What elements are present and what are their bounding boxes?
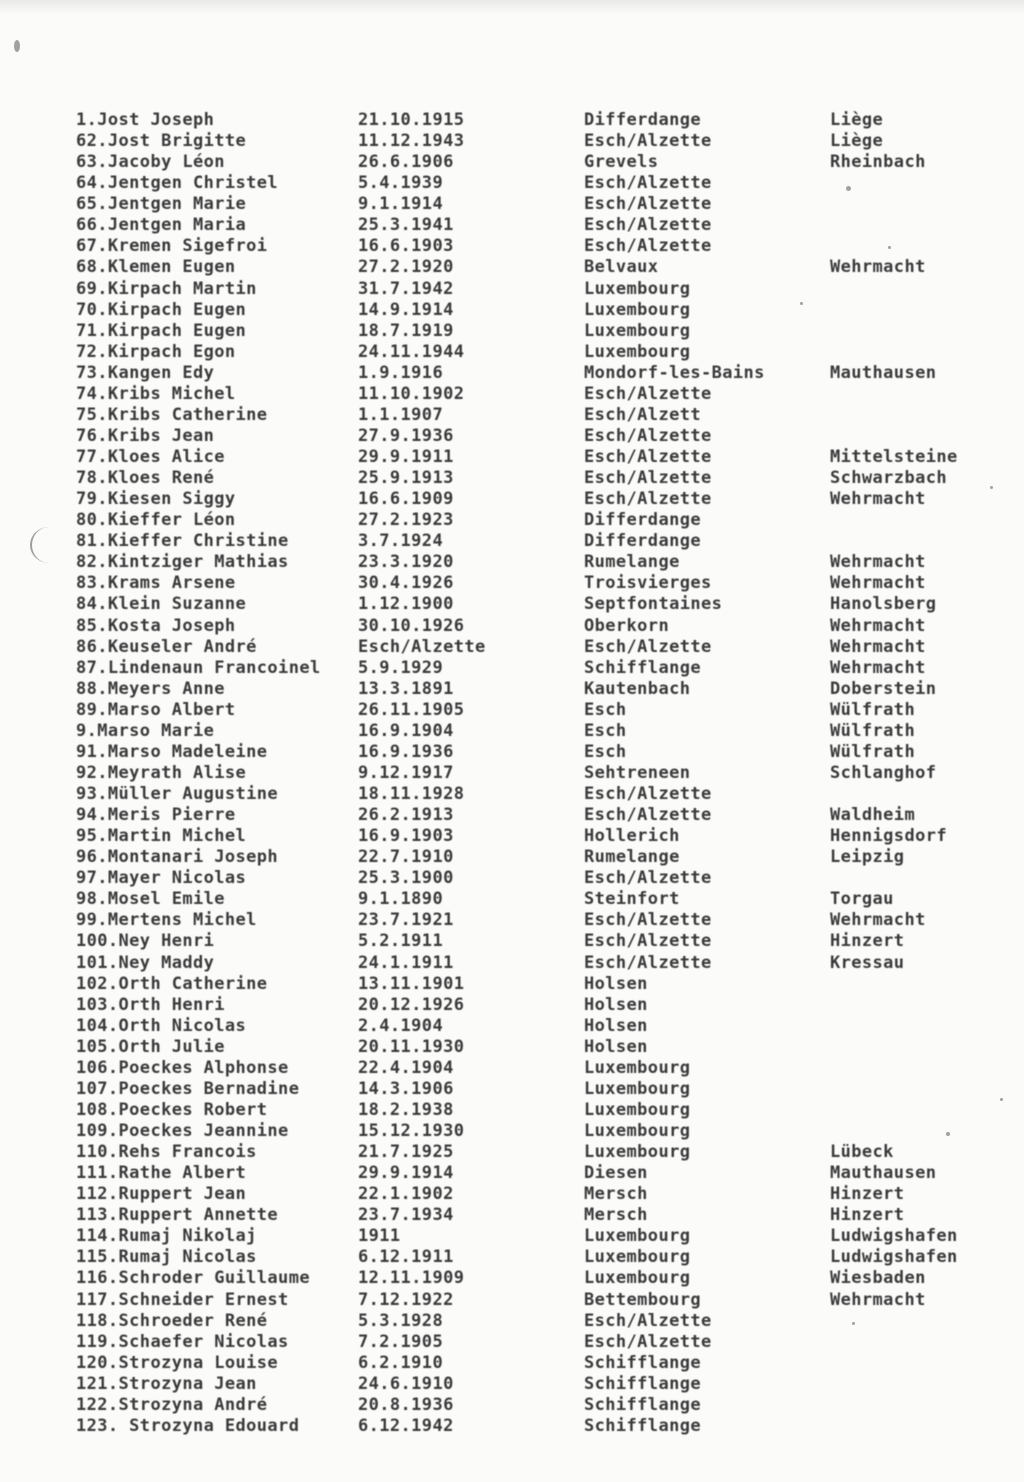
birth-place: Mersch xyxy=(584,1205,648,1226)
person-name: 79.Kiesen Siggy xyxy=(76,489,236,510)
person-name: 62.Jost Brigitte xyxy=(76,131,247,152)
birth-date: 14.3.1906 xyxy=(358,1078,454,1099)
birth-date: 16.9.1903 xyxy=(358,826,454,847)
list-item xyxy=(0,826,1024,847)
birth-date: 26.11.1905 xyxy=(358,699,465,720)
person-name: 116.Schroder Guillaume xyxy=(76,1268,310,1289)
birth-date: 24.6.1910 xyxy=(358,1373,454,1394)
destination: Leipzig xyxy=(830,847,905,868)
destination: Torgau xyxy=(830,889,894,910)
birth-place: Luxembourg xyxy=(584,1268,691,1289)
birth-date: 13.11.1901 xyxy=(358,973,465,994)
birth-date: 23.3.1920 xyxy=(358,552,454,573)
person-name: 63.Jacoby Léon xyxy=(76,152,225,173)
birth-date: 25.3.1941 xyxy=(358,215,454,236)
birth-date: 24.11.1944 xyxy=(358,341,465,362)
destination: Wehrmacht xyxy=(830,615,926,636)
list-item xyxy=(0,616,1024,637)
destination: Rheinbach xyxy=(830,152,926,173)
birth-date: 16.6.1903 xyxy=(358,236,454,257)
list-item xyxy=(0,1079,1024,1100)
birth-place: Esch/Alzette xyxy=(584,636,712,657)
list-item xyxy=(0,742,1024,763)
birth-date: 16.9.1936 xyxy=(358,741,454,762)
birth-place: Esch/Alzette xyxy=(584,131,712,152)
birth-date: 6.12.1911 xyxy=(358,1247,454,1268)
list-item xyxy=(0,131,1024,152)
destination: Kressau xyxy=(830,952,905,973)
birth-date: 6.2.1910 xyxy=(358,1352,444,1373)
birth-date: 7.12.1922 xyxy=(358,1289,454,1310)
birth-date: 26.6.1906 xyxy=(358,152,454,173)
birth-place: Esch/Alzette xyxy=(584,383,712,404)
destination: Mauthausen xyxy=(830,1163,937,1184)
birth-place: Sehtreneen xyxy=(584,762,691,783)
birth-date: 22.7.1910 xyxy=(358,847,454,868)
person-name: 83.Krams Arsene xyxy=(76,573,236,594)
destination: Wehrmacht xyxy=(830,657,926,678)
birth-place: Luxembourg xyxy=(584,1121,691,1141)
birth-place: Esch/Alzette xyxy=(584,952,712,973)
destination: Wehrmacht xyxy=(830,636,926,657)
birth-place: Esch xyxy=(584,699,627,720)
birth-place: Holsen xyxy=(584,1036,648,1057)
person-name: 100.Ney Henri xyxy=(76,931,215,952)
birth-date: 29.9.1911 xyxy=(358,447,454,467)
person-name: 91.Marso Madeleine xyxy=(76,741,268,762)
list-item xyxy=(0,1311,1024,1332)
birth-date: 27.9.1936 xyxy=(358,425,454,446)
person-name: 112.Ruppert Jean xyxy=(76,1184,247,1205)
list-item xyxy=(0,953,1024,974)
person-name: 64.Jentgen Christel xyxy=(76,173,279,194)
destination: Hinzert xyxy=(830,1205,905,1226)
list-item xyxy=(0,1142,1024,1163)
person-name: 72.Kirpach Egon xyxy=(76,341,236,362)
person-name: 123. Strozyna Edouard xyxy=(76,1415,300,1436)
person-name: 93.Müller Augustine xyxy=(76,784,279,804)
birth-place: Luxembourg xyxy=(584,278,691,299)
birth-place: Esch/Alzette xyxy=(584,1331,712,1352)
birth-date: 23.7.1921 xyxy=(358,910,454,931)
person-name: 104.Orth Nicolas xyxy=(76,1015,247,1036)
birth-place: Luxembourg xyxy=(584,1226,691,1247)
list-item xyxy=(0,489,1024,510)
list-item xyxy=(0,1395,1024,1416)
list-item xyxy=(0,1332,1024,1353)
birth-place: Esch/Alzette xyxy=(584,447,712,467)
birth-date: 22.4.1904 xyxy=(358,1057,454,1078)
person-name: 106.Poeckes Alphonse xyxy=(76,1057,289,1078)
destination: Mittelsteine xyxy=(830,447,958,467)
birth-place: Schifflange xyxy=(584,1352,701,1373)
person-name: 122.Strozyna André xyxy=(76,1394,268,1415)
birth-date: 27.2.1923 xyxy=(358,510,454,531)
birth-place: Kautenbach xyxy=(584,678,691,699)
birth-date: 1911 xyxy=(358,1226,401,1247)
destination: Lübeck xyxy=(830,1142,894,1163)
birth-date: 1.12.1900 xyxy=(358,594,454,615)
list-item xyxy=(0,468,1024,489)
destination: Wiesbaden xyxy=(830,1268,926,1289)
birth-place: Esch/Alzett xyxy=(584,404,701,425)
list-item xyxy=(0,784,1024,805)
birth-place: Luxembourg xyxy=(584,1247,691,1268)
person-name: 103.Orth Henri xyxy=(76,994,225,1015)
list-item xyxy=(0,194,1024,215)
list-item xyxy=(0,868,1024,889)
destination: Hanolsberg xyxy=(830,594,937,615)
list-item xyxy=(0,1290,1024,1311)
birth-date: 12.11.1909 xyxy=(358,1268,465,1289)
person-name: 65.Jentgen Marie xyxy=(76,194,247,215)
list-item xyxy=(0,1016,1024,1037)
list-item xyxy=(0,1268,1024,1289)
person-name: 110.Rehs Francois xyxy=(76,1142,257,1163)
list-item xyxy=(0,405,1024,426)
person-name: 118.Schroeder René xyxy=(76,1310,268,1331)
birth-date: 9.1.1890 xyxy=(358,889,444,910)
birth-date: 24.1.1911 xyxy=(358,952,454,973)
birth-place: Holsen xyxy=(584,994,648,1015)
birth-place: Hollerich xyxy=(584,826,680,847)
destination: Mauthausen xyxy=(830,362,937,383)
birth-place: Holsen xyxy=(584,1015,648,1036)
birth-date: 16.9.1904 xyxy=(358,720,454,741)
destination: Wehrmacht xyxy=(830,1289,926,1310)
destination: Wehrmacht xyxy=(830,257,926,278)
destination: Hinzert xyxy=(830,1184,905,1205)
list-item xyxy=(0,1374,1024,1395)
birth-place: Schifflange xyxy=(584,1394,701,1415)
person-name: 75.Kribs Catherine xyxy=(76,404,268,425)
person-name: 70.Kirpach Eugen xyxy=(76,299,247,320)
birth-place: Luxembourg xyxy=(584,1078,691,1099)
birth-date: 25.3.1900 xyxy=(358,868,454,889)
birth-place: Luxembourg xyxy=(584,1099,691,1120)
list-item xyxy=(0,1416,1024,1437)
birth-place: Oberkorn xyxy=(584,615,670,636)
destination: Wehrmacht xyxy=(830,552,926,573)
birth-place: Rumelange xyxy=(584,847,680,868)
person-name: 97.Mayer Nicolas xyxy=(76,868,247,889)
person-name: 68.Klemen Eugen xyxy=(76,257,236,278)
birth-date: 13.3.1891 xyxy=(358,678,454,699)
person-name: 87.Lindenaun Francoinel xyxy=(76,657,321,678)
birth-date: 30.4.1926 xyxy=(358,573,454,594)
person-name: 85.Kosta Joseph xyxy=(76,615,236,636)
list-item xyxy=(0,594,1024,615)
birth-place: Esch xyxy=(584,741,627,762)
birth-place: Luxembourg xyxy=(584,320,691,341)
list-item xyxy=(0,847,1024,868)
birth-place: Esch/Alzette xyxy=(584,468,712,489)
birth-date: 1.9.1916 xyxy=(358,362,444,383)
list-item xyxy=(0,1226,1024,1247)
birth-place: Esch/Alzette xyxy=(584,1310,712,1331)
birth-date: 21.10.1915 xyxy=(358,110,465,130)
birth-place: Schifflange xyxy=(584,1373,701,1394)
birth-place: Mondorf-les-Bains xyxy=(584,362,765,383)
list-item xyxy=(0,300,1024,321)
list-item xyxy=(0,974,1024,995)
list-item xyxy=(0,1121,1024,1142)
birth-place: Diesen xyxy=(584,1163,648,1184)
destination: Liège xyxy=(830,110,884,130)
person-name: 74.Kribs Michel xyxy=(76,383,236,404)
birth-place: Mersch xyxy=(584,1184,648,1205)
birth-place: Esch/Alzette xyxy=(584,784,712,804)
destination: Ludwigshafen xyxy=(830,1226,958,1247)
person-name: 96.Montanari Joseph xyxy=(76,847,279,868)
birth-place: Septfontaines xyxy=(584,594,723,615)
deportation-list xyxy=(0,110,1024,1437)
person-name: 67.Kremen Sigefroi xyxy=(76,236,268,257)
list-item xyxy=(0,679,1024,700)
list-item xyxy=(0,152,1024,173)
list-item xyxy=(0,110,1024,131)
person-name: 80.Kieffer Léon xyxy=(76,510,236,531)
destination: Doberstein xyxy=(830,678,937,699)
person-name: 107.Poeckes Bernadine xyxy=(76,1078,300,1099)
destination: Wehrmacht xyxy=(830,910,926,931)
birth-place: Differdange xyxy=(584,531,701,552)
birth-date: 5.4.1939 xyxy=(358,173,444,194)
birth-place: Esch/Alzette xyxy=(584,425,712,446)
person-name: 115.Rumaj Nicolas xyxy=(76,1247,257,1268)
destination: Waldheim xyxy=(830,805,916,826)
birth-place: Esch/Alzette xyxy=(584,931,712,952)
birth-date: 11.10.1902 xyxy=(358,383,465,404)
birth-place: Esch/Alzette xyxy=(584,489,712,510)
birth-date: 7.2.1905 xyxy=(358,1331,444,1352)
person-name: 88.Meyers Anne xyxy=(76,678,225,699)
person-name: 71.Kirpach Eugen xyxy=(76,320,247,341)
list-item xyxy=(0,763,1024,784)
birth-date: 18.2.1938 xyxy=(358,1099,454,1120)
person-name: 84.Klein Suzanne xyxy=(76,594,247,615)
person-name: 66.Jentgen Maria xyxy=(76,215,247,236)
birth-date: 21.7.1925 xyxy=(358,1142,454,1163)
birth-date: 26.2.1913 xyxy=(358,805,454,826)
person-name: 77.Kloes Alice xyxy=(76,447,225,467)
destination: Hinzert xyxy=(830,931,905,952)
birth-date: 15.12.1930 xyxy=(358,1121,465,1141)
birth-place: Esch/Alzette xyxy=(584,194,712,215)
person-name: 119.Schaefer Nicolas xyxy=(76,1331,289,1352)
person-name: 78.Kloes René xyxy=(76,468,215,489)
list-item xyxy=(0,931,1024,952)
person-name: 120.Strozyna Louise xyxy=(76,1352,279,1373)
person-name: 81.Kieffer Christine xyxy=(76,531,289,552)
person-name: 1.Jost Joseph xyxy=(76,110,215,130)
birth-place: Luxembourg xyxy=(584,299,691,320)
destination: Wülfrath xyxy=(830,741,916,762)
birth-date: 9.1.1914 xyxy=(358,194,444,215)
list-item xyxy=(0,215,1024,236)
destination: Ludwigshafen xyxy=(830,1247,958,1268)
birth-date: 29.9.1914 xyxy=(358,1163,454,1184)
birth-date: 20.8.1936 xyxy=(358,1394,454,1415)
destination: Schwarzbach xyxy=(830,468,947,489)
destination: Wehrmacht xyxy=(830,489,926,510)
list-item xyxy=(0,510,1024,531)
destination: Hennigsdorf xyxy=(830,826,947,847)
list-item xyxy=(0,910,1024,931)
birth-date: 20.11.1930 xyxy=(358,1036,465,1057)
birth-date: 27.2.1920 xyxy=(358,257,454,278)
list-item xyxy=(0,805,1024,826)
birth-date: 22.1.1902 xyxy=(358,1184,454,1205)
destination: Wülfrath xyxy=(830,720,916,741)
birth-date: 5.3.1928 xyxy=(358,1310,444,1331)
birth-date: 9.12.1917 xyxy=(358,762,454,783)
person-name: 114.Rumaj Nikolaj xyxy=(76,1226,257,1247)
list-item xyxy=(0,573,1024,594)
scan-edge-shadow xyxy=(0,0,1024,14)
list-item xyxy=(0,426,1024,447)
person-name: 109.Poeckes Jeannine xyxy=(76,1121,289,1141)
birth-date: 2.4.1904 xyxy=(358,1015,444,1036)
person-name: 92.Meyrath Alise xyxy=(76,762,247,783)
birth-date: 25.9.1913 xyxy=(358,468,454,489)
list-item xyxy=(0,531,1024,552)
birth-place: Esch/Alzette xyxy=(584,236,712,257)
person-name: 73.Kangen Edy xyxy=(76,362,215,383)
person-name: 69.Kirpach Martin xyxy=(76,278,257,299)
person-name: 94.Meris Pierre xyxy=(76,805,236,826)
birth-place: Grevels xyxy=(584,152,659,173)
list-item xyxy=(0,1058,1024,1079)
list-item xyxy=(0,700,1024,721)
birth-date: 23.7.1934 xyxy=(358,1205,454,1226)
list-item xyxy=(0,447,1024,468)
birth-place: Esch/Alzette xyxy=(584,805,712,826)
birth-place: Rumelange xyxy=(584,552,680,573)
person-name: 89.Marso Albert xyxy=(76,699,236,720)
list-item xyxy=(0,236,1024,257)
list-item xyxy=(0,721,1024,742)
birth-date: 1.1.1907 xyxy=(358,404,444,425)
list-item xyxy=(0,1184,1024,1205)
person-name: 101.Ney Maddy xyxy=(76,952,215,973)
birth-place: Belvaux xyxy=(584,257,659,278)
birth-place: Luxembourg xyxy=(584,1057,691,1078)
birth-date: 18.11.1928 xyxy=(358,784,465,804)
list-item xyxy=(0,384,1024,405)
birth-place: Schifflange xyxy=(584,657,701,678)
list-item xyxy=(0,1037,1024,1058)
person-name: 82.Kintziger Mathias xyxy=(76,552,289,573)
list-item xyxy=(0,1163,1024,1184)
birth-place: Esch/Alzette xyxy=(584,215,712,236)
scan-speckle xyxy=(14,40,20,52)
birth-date: 16.6.1909 xyxy=(358,489,454,510)
birth-place: Luxembourg xyxy=(584,341,691,362)
destination: Schlanghof xyxy=(830,762,937,783)
list-item xyxy=(0,658,1024,679)
person-name: 105.Orth Julie xyxy=(76,1036,225,1057)
person-name: 111.Rathe Albert xyxy=(76,1163,247,1184)
person-name: 86.Keuseler André xyxy=(76,636,257,657)
list-item xyxy=(0,1100,1024,1121)
birth-date: 30.10.1926 xyxy=(358,615,465,636)
person-name: 98.Mosel Emile xyxy=(76,889,225,910)
birth-place: Troisvierges xyxy=(584,573,712,594)
list-item xyxy=(0,363,1024,384)
destination: Wülfrath xyxy=(830,699,916,720)
list-item xyxy=(0,637,1024,658)
person-name: 108.Poeckes Robert xyxy=(76,1099,268,1120)
list-item xyxy=(0,889,1024,910)
list-item xyxy=(0,342,1024,363)
birth-place: Holsen xyxy=(584,973,648,994)
birth-date: 6.12.1942 xyxy=(358,1415,454,1436)
list-item xyxy=(0,279,1024,300)
list-item xyxy=(0,257,1024,278)
birth-place: Esch/Alzette xyxy=(584,173,712,194)
birth-date: 31.7.1942 xyxy=(358,278,454,299)
list-item xyxy=(0,173,1024,194)
birth-place: Differdange xyxy=(584,110,701,130)
birth-date: 5.2.1911 xyxy=(358,931,444,952)
birth-place: Esch xyxy=(584,720,627,741)
list-item xyxy=(0,995,1024,1016)
person-name: 102.Orth Catherine xyxy=(76,973,268,994)
person-name: 9.Marso Marie xyxy=(76,720,215,741)
birth-place: Steinfort xyxy=(584,889,680,910)
destination: Liège xyxy=(830,131,884,152)
birth-date: 3.7.1924 xyxy=(358,531,444,552)
birth-date: 5.9.1929 xyxy=(358,657,444,678)
person-name: 99.Mertens Michel xyxy=(76,910,257,931)
birth-place: Schifflange xyxy=(584,1415,701,1436)
birth-place: Differdange xyxy=(584,510,701,531)
person-name: 95.Martin Michel xyxy=(76,826,247,847)
person-name: 117.Schneider Ernest xyxy=(76,1289,289,1310)
list-item xyxy=(0,1247,1024,1268)
birth-date: 18.7.1919 xyxy=(358,320,454,341)
birth-date: 11.12.1943 xyxy=(358,131,465,152)
birth-place: Esch/Alzette xyxy=(584,868,712,889)
birth-place: Bettembourg xyxy=(584,1289,701,1310)
list-item xyxy=(0,321,1024,342)
birth-date: 14.9.1914 xyxy=(358,299,454,320)
birth-place: Luxembourg xyxy=(584,1142,691,1163)
list-item xyxy=(0,1353,1024,1374)
person-name: 113.Ruppert Annette xyxy=(76,1205,279,1226)
destination: Wehrmacht xyxy=(830,573,926,594)
list-item xyxy=(0,552,1024,573)
list-item xyxy=(0,1205,1024,1226)
person-name: 121.Strozyna Jean xyxy=(76,1373,257,1394)
birth-date: Esch/Alzette xyxy=(358,636,486,657)
birth-place: Esch/Alzette xyxy=(584,910,712,931)
birth-date: 20.12.1926 xyxy=(358,994,465,1015)
person-name: 76.Kribs Jean xyxy=(76,425,215,446)
